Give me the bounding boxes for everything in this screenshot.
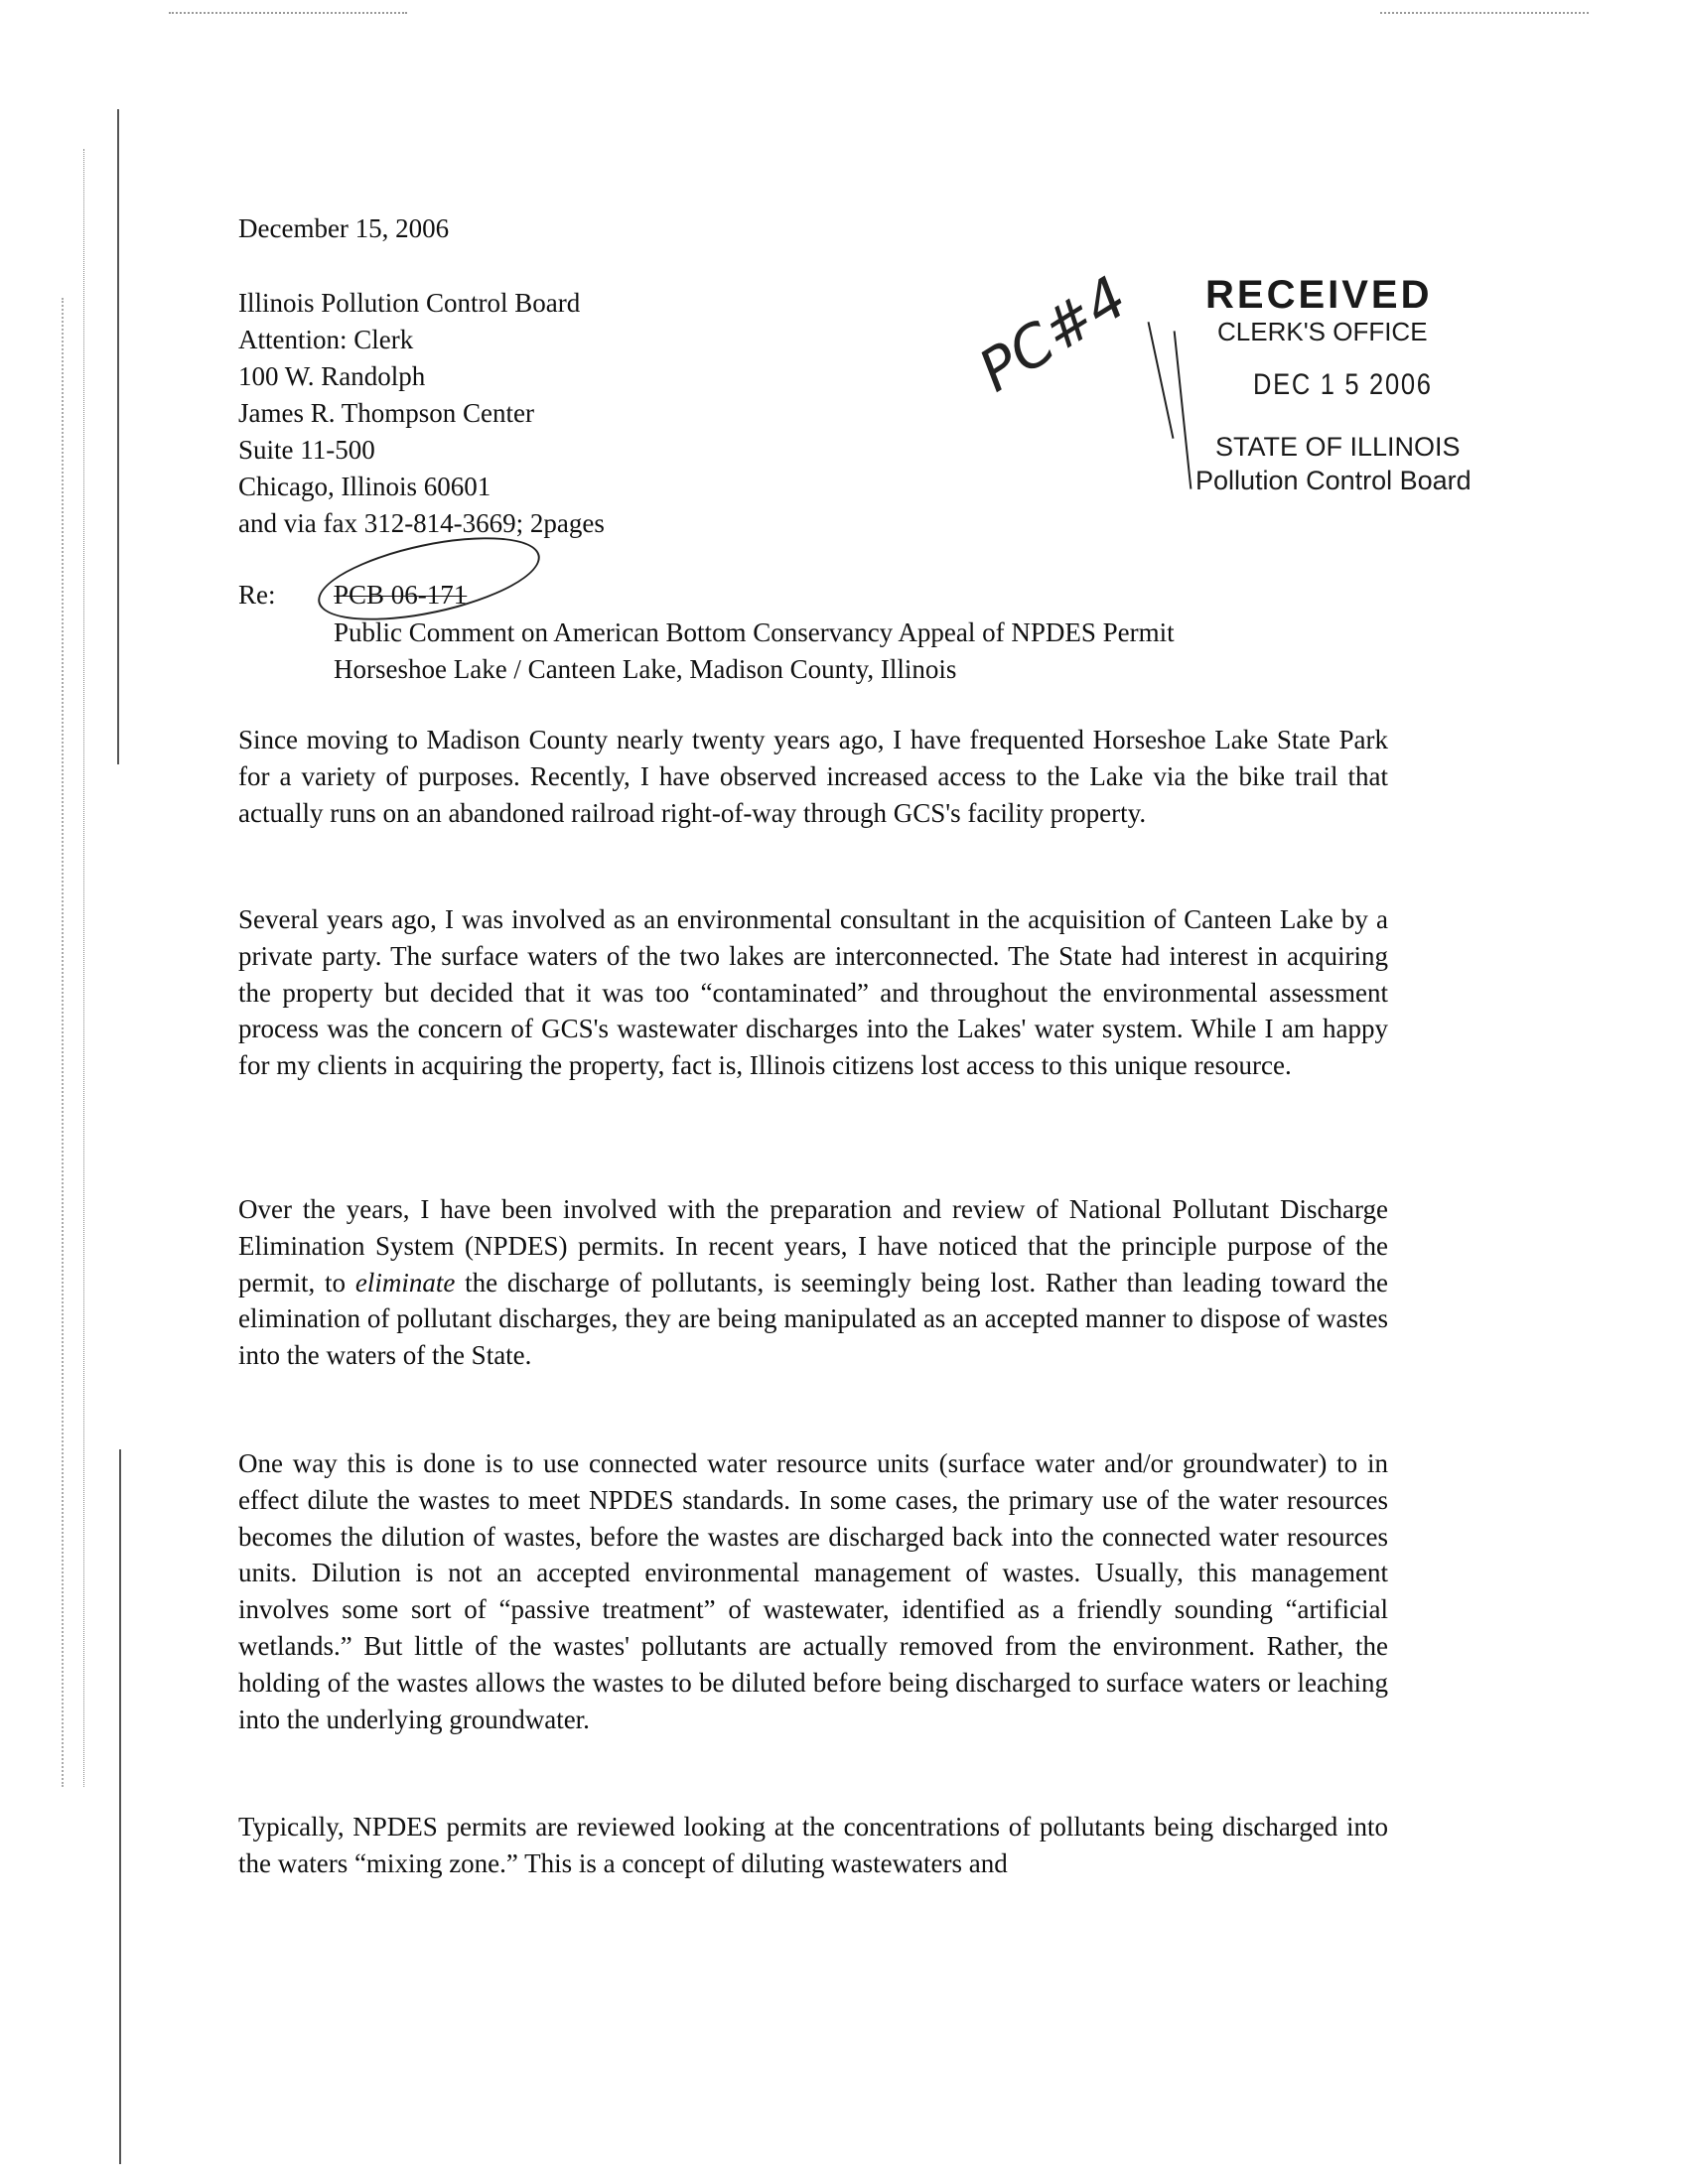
paragraph-3-end: the discharge of pollutants, is seemingly being lost. Rather than leading toward the elimination of pollutant discharges, they are being manipulated as an accepted manner to dispose of wastes into the waters of the State. [238, 1267, 1388, 1371]
address-line-2: Attention: Clerk [238, 325, 414, 354]
paragraph-2: Several years ago, I was involved as an environmental consultant in the acquisition of Canteen Lake by a private party. The surface waters of the two lakes are interconnected. The State had interest in acquiring the property but decided that it was too “contaminated” and throughout the environmental assessment process was the concern of GCS's wastewater discharges into the Lakes' water system. While I am happy for my clients in acquiring the property, fact is, Illinois citizens lost access to this unique resource. [238, 904, 1388, 1081]
address-line-4: James R. Thompson Center [238, 398, 534, 428]
stamp-bracket-right [1174, 331, 1193, 488]
stamp-office: CLERK'S OFFICE [1217, 317, 1428, 346]
address-line-6: Chicago, Illinois 60601 [238, 472, 491, 501]
stamp-received: RECEIVED [1205, 273, 1433, 317]
paragraph-3-emphasis: eliminate [354, 1267, 456, 1297]
received-stamp [1172, 273, 1529, 511]
re-subject-line-2: Horseshoe Lake / Canteen Lake, Madison County, Illinois [334, 654, 957, 684]
paragraph-5: Typically, NPDES permits are reviewed looking at the concentrations of pollutants being discharged into the waters “mixing zone.” This is a concept of diluting wastewaters and [238, 1812, 1388, 1878]
handwritten-note: PC#4 [966, 263, 1139, 405]
stamp-bracket-left [1148, 322, 1175, 439]
stamp-date: DEC 1 5 2006 [1253, 368, 1433, 401]
case-number: PCB 06-171 [334, 580, 468, 610]
scan-noise-top-right [1380, 12, 1589, 22]
paragraph-3-start: Over the years, I have been involved with the preparation and review of National Pollutant Discharge Elimination System (NPDES) permits. In recent years, I have noticed that the principle purpose of the permit, to [238, 1194, 1388, 1297]
stamp-state: STATE OF ILLINOIS [1215, 432, 1461, 462]
address-line-3: 100 W. Randolph [238, 361, 426, 391]
paragraph-1: Since moving to Madison County nearly twenty years ago, I have frequented Horseshoe Lake State Park for a variety of purposes. Recently, I have observed increased access to the Lake via the bike trail that actually runs on an abandoned railroad right-of-way through GCS's facility property. [238, 725, 1388, 828]
scan-noise-top-left [169, 12, 407, 22]
letter-date: December 15, 2006 [238, 213, 450, 243]
paragraph-3 [238, 1191, 1388, 1374]
re-subject-line-1: Public Comment on American Bottom Conservancy Appeal of NPDES Permit [334, 617, 1175, 647]
re-label: Re: [238, 580, 276, 610]
address-line-1: Illinois Pollution Control Board [238, 288, 581, 318]
stamp-board: Pollution Control Board [1195, 466, 1472, 495]
address-line-7: and via fax 312-814-3669; 2pages [238, 508, 605, 538]
scan-edge-artifact [0, 0, 139, 2184]
paragraph-4: One way this is done is to use connected water resource units (surface water and/or groundwater) to in effect dilute the wastes to meet NPDES standards. In some cases, the primary use of the water resources becomes the dilution of wastes, before the wastes are discharged back into the connected water resources units. Dilution is not an accepted environmental management of wastes. Usually, this management involves some sort of “passive treatment” of wastewater, identified as a friendly sounding “artificial wetlands.” But little of the wastes' pollutants are actually removed from the environment. Rather, the holding of the wastes allows the wastes to be diluted before being discharged to surface waters or leaching into the underlying groundwater. [238, 1448, 1388, 1734]
address-line-5: Suite 11-500 [238, 435, 375, 465]
